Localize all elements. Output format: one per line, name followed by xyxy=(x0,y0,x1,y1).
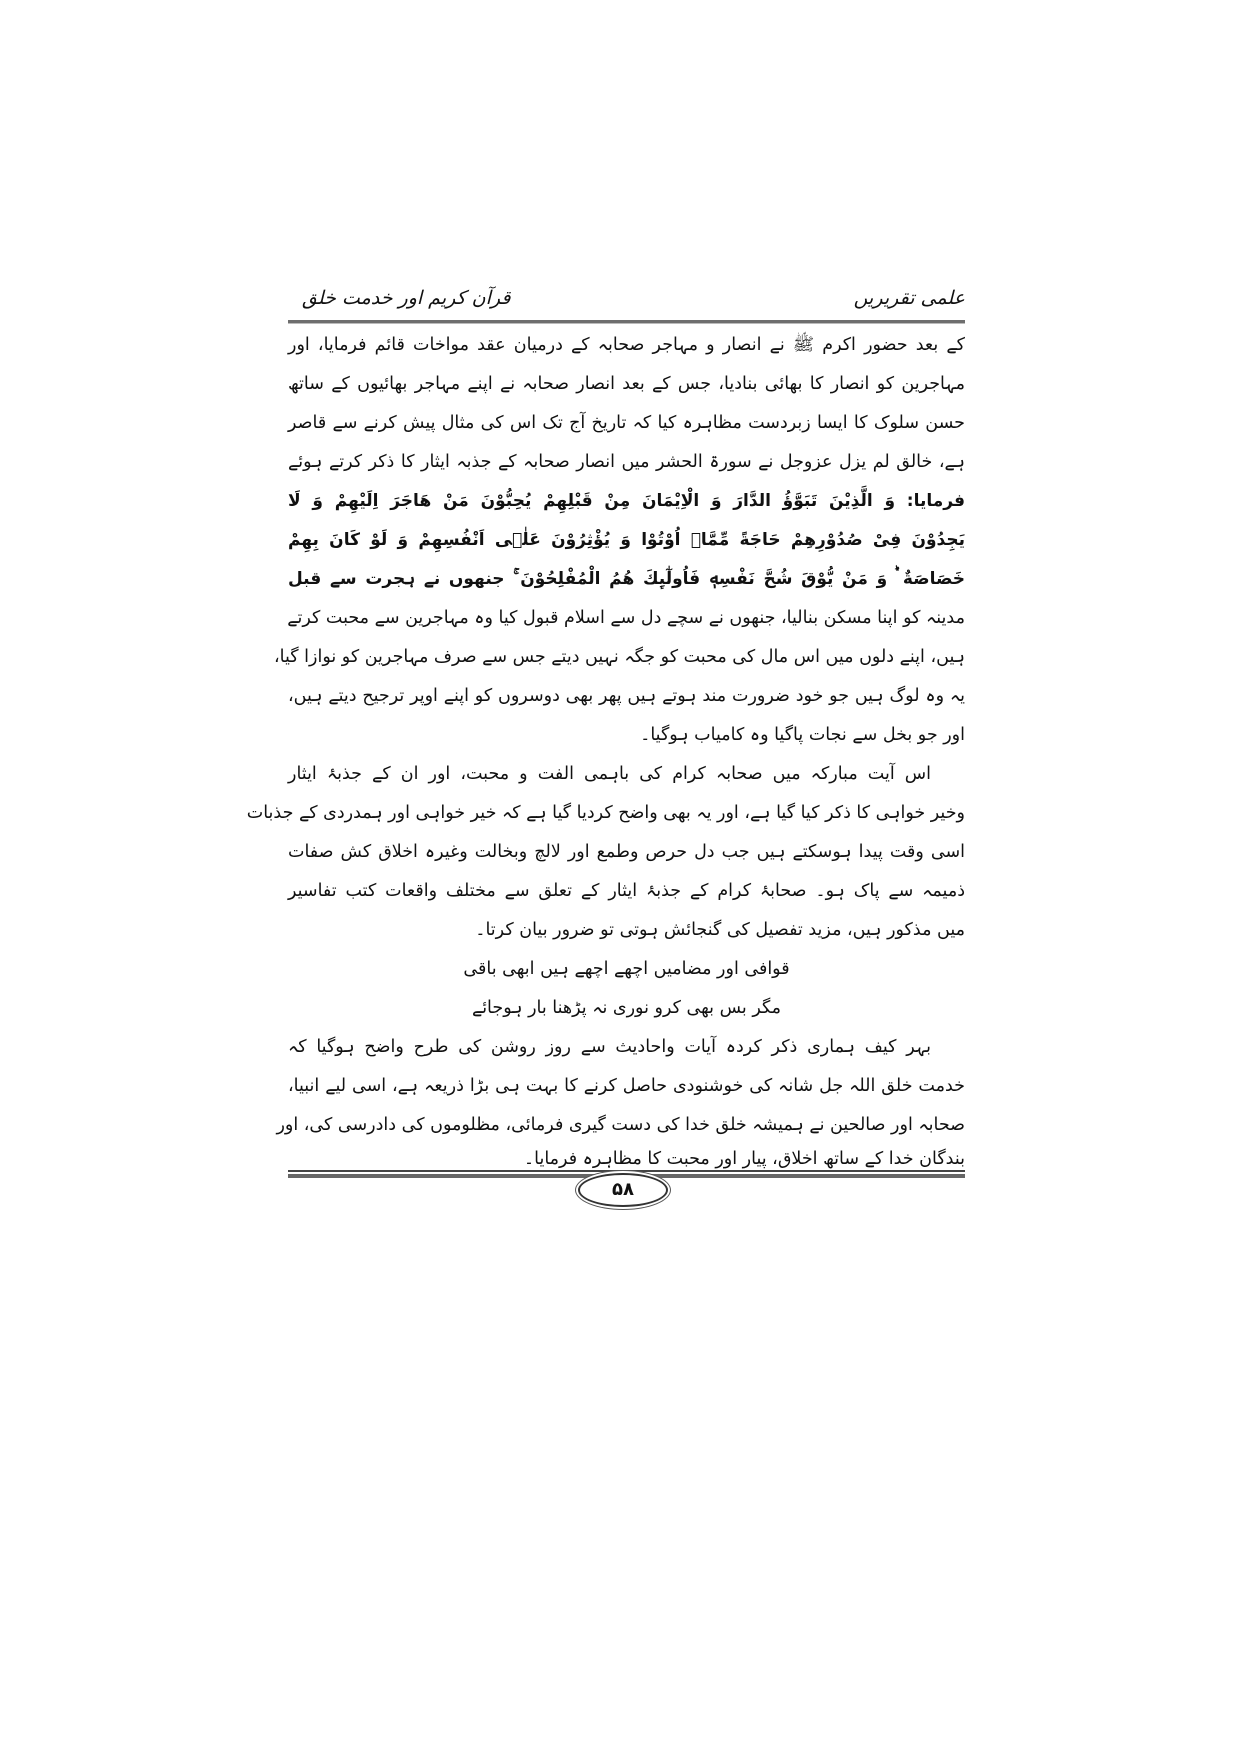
text-line: میں مذکور ہیں، مزید تفصیل کی گنجائش ہوتی تو ضرور بیان کرتا۔ xyxy=(475,920,965,940)
text-line: بندگان خدا کے ساتھ اخلاق، پیار اور محبت کا مظاہرہ فرمایا۔ xyxy=(523,1149,965,1169)
book-title: علمی تقریریں xyxy=(853,287,965,309)
text-line: یہ وہ لوگ ہیں جو خود ضرورت مند ہوتے ہیں پھر بھی دوسروں کو اپنے اوپر ترجیح دیتے ہیں، xyxy=(288,686,965,706)
text-line: وخیر خواہی کا ذکر کیا گیا ہے، اور یہ بھی واضح کردیا گیا ہے کہ خیر خواہی اور ہمدردی کے جذبات xyxy=(246,803,965,823)
text-line: حسن سلوک کا ایسا زبردست مظاہرہ کیا کہ تاریخ آج تک اس کی مثال پیش کرنے سے قاصر xyxy=(288,413,965,433)
poetry-verse-line: قوافی اور مضامیں اچھے اچھے ہیں ابھی باقی xyxy=(463,959,790,979)
chapter-title: قرآن کریم اور خدمت خلق xyxy=(302,287,511,309)
text-line: اسی وقت پیدا ہوسکتے ہیں جب دل حرص وطمع اور لالچ وبخالت وغیرہ اخلاق کش صفات xyxy=(288,842,965,862)
header-divider xyxy=(288,320,965,324)
quran-verse-line: فرمایا: وَ الَّذِیْنَ تَبَوَّؤُ الدَّارَ وَ الْاِیْمَانَ مِنْ قَبْلِهِمْ یُحِبُّوْنَ مَنْ هَاجَرَ اِلَیْهِمْ وَ لَا xyxy=(288,491,965,511)
text-line: مدینہ کو اپنا مسکن بنالیا، جنھوں نے سچے دل سے اسلام قبول کیا وہ مہاجرین سے محبت کرتے xyxy=(287,608,965,628)
text-line: اور جو بخل سے نجات پاگیا وہ کامیاب ہوگیا۔ xyxy=(640,725,965,745)
text-line: کے بعد حضور اکرم ﷺ نے انصار و مہاجر صحابہ کے درمیان عقد مواخات قائم فرمایا، اور xyxy=(288,335,965,355)
text-line: ذمیمہ سے پاک ہو۔ صحابۂ کرام کے جذبۂ ایثار کے تعلق سے مختلف واقعات کتب تفاسیر xyxy=(288,881,965,901)
text-line: مہاجرین کو انصار کا بھائی بنادیا، جس کے بعد انصار صحابہ نے اپنے مہاجر بھائیوں کے ساتھ xyxy=(288,374,965,394)
running-header xyxy=(288,283,965,317)
text-line: خدمت خلق اللہ جل شانہ کی خوشنودی حاصل کرنے کا بہت ہی بڑا ذریعہ ہے، اسی لیے انبیا، xyxy=(288,1076,965,1096)
paragraph-start-line: بہر کیف ہماری ذکر کردہ آیات واحادیث سے روز روشن کی طرح واضح ہوگیا کہ xyxy=(288,1037,931,1057)
document-page xyxy=(246,0,965,1754)
text-line: ہیں، اپنے دلوں میں اس مال کی محبت کو جگہ نہیں دیتے جس سے صرف مہاجرین کو نوازا گیا، xyxy=(273,647,965,667)
text-line: صحابہ اور صالحین نے ہمیشہ خلق خدا کی دست گیری فرمائی، مظلوموں کی دادرسی کی، اور xyxy=(276,1115,965,1135)
poetry-verse-line: مگر بس بھی کرو نوری نہ پڑھنا بار ہوجائے xyxy=(471,998,782,1018)
paragraph-start-line: اس آیت مبارکہ میں صحابہ کرام کی باہمی الفت و محبت، اور ان کے جذبۂ ایثار xyxy=(288,764,931,784)
page-number: ۵۸ xyxy=(578,1173,668,1207)
quran-verse-line: خَصَاصَةٌ ۛؕ وَ مَنْ یُّوْقَ شُحَّ نَفْسِهٖ فَاُولٰٓىِٕكَ هُمُ الْمُفْلِحُوْنَ ۚ جنھوں نے ہجرت سے قبل xyxy=(288,569,965,589)
quran-verse-line: یَجِدُوْنَ فِیْ صُدُوْرِهِمْ حَاجَةً مِّمَّاۤ اُوْتُوْا وَ یُؤْثِرُوْنَ عَلٰۤی اَنْفُسِهِمْ وَ لَوْ كَانَ بِهِمْ xyxy=(288,530,965,550)
text-line: ہے، خالق لم یزل عزوجل نے سورۃ الحشر میں انصار صحابہ کے جذبہ ایثار کا ذکر کرتے ہوئے xyxy=(288,452,965,472)
